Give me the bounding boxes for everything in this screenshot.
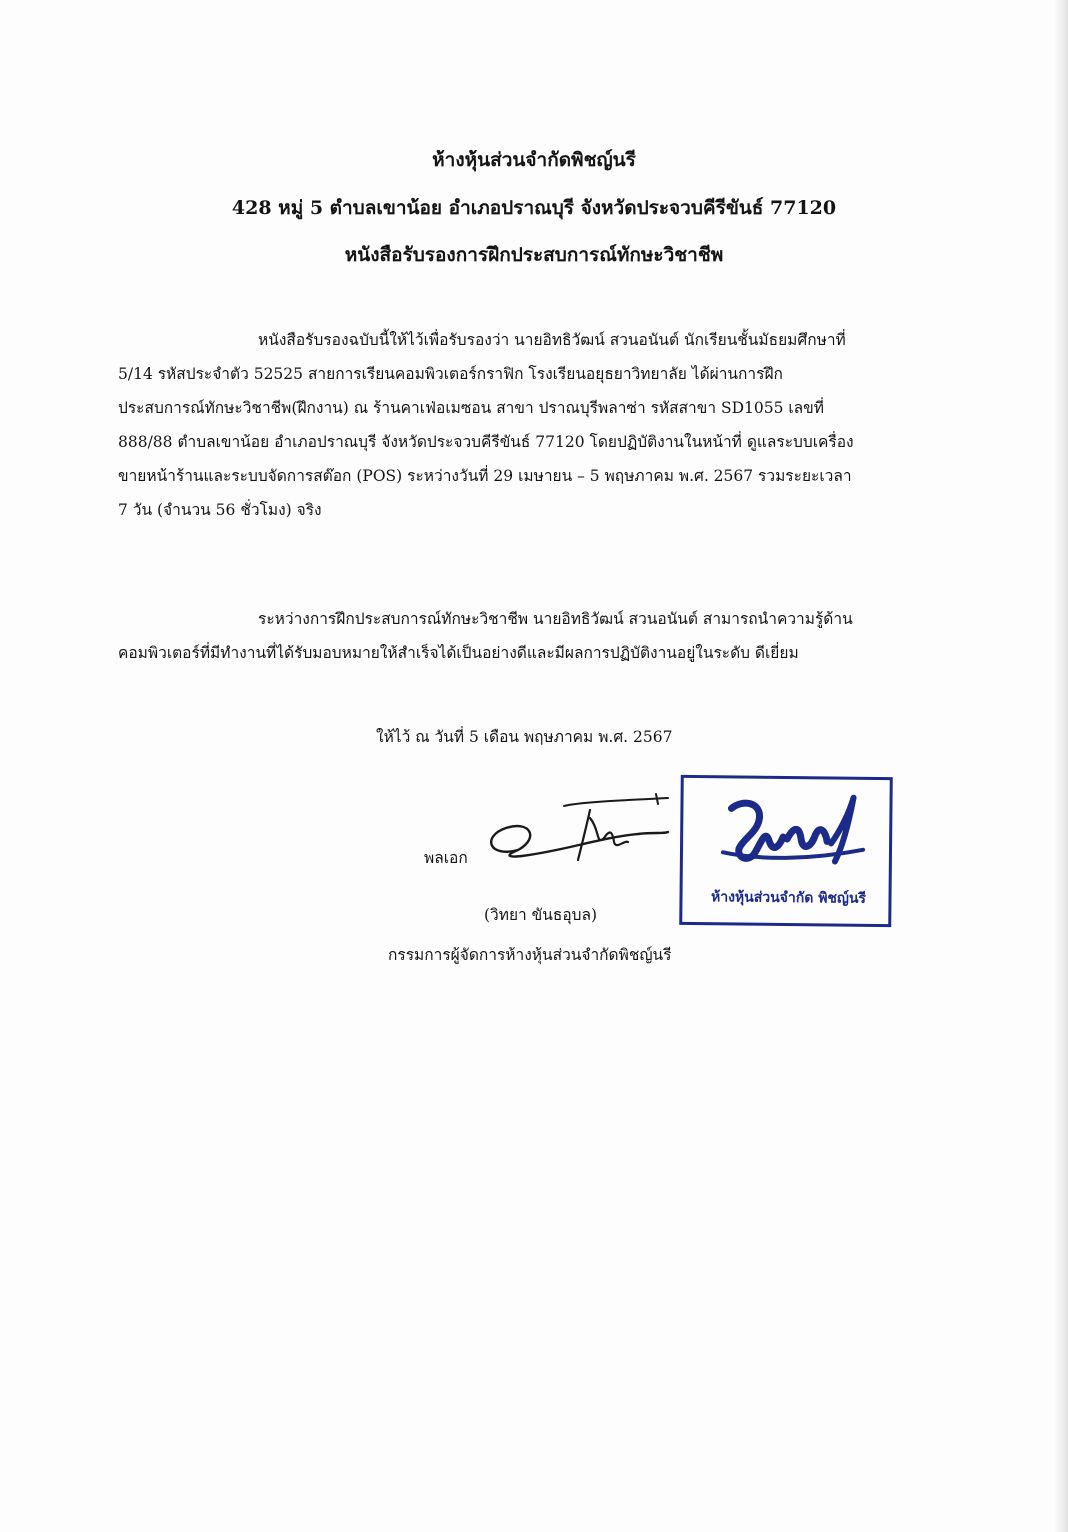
stamp-text: ห้างหุ้นส่วนจำกัด พิชญ์นรี	[710, 889, 867, 907]
signer-rank: พลเอก	[424, 849, 468, 867]
document-title-heading: หนังสือรับรองการฝึกประสบการณ์ทักษะวิชาชีพ	[344, 244, 724, 266]
company-stamp	[679, 775, 893, 927]
signer-position: กรรมการผู้จัดการห้างหุ้นส่วนจำกัดพิชญ์นรี	[388, 946, 672, 964]
page-edge-shadow	[1054, 0, 1068, 1532]
performance-paragraph	[118, 602, 978, 670]
paragraph-line: 888/88 ตำบลเขาน้อย อำเภอปราณบุรี จังหวัดประจวบคีรีขันธ์ 77120 โดยปฏิบัติงานในหน้าที่ ดูแลระบบเครื่อง	[118, 433, 854, 451]
paragraph-line: ระหว่างการฝึกประสบการณ์ทักษะวิชาชีพ นายอิทธิวัฒน์ สวนอนันต์ สามารถนำความรู้ด้าน	[258, 610, 853, 628]
signer-name: (วิทยา ขันธอุบล)	[484, 906, 598, 924]
certification-paragraph	[118, 323, 978, 527]
company-address-heading: 428 หมู่ 5 ตำบลเขาน้อย อำเภอปราณบุรี จังหวัดประจวบคีรีขันธ์ 77120	[231, 197, 837, 219]
stamp-signature-mark	[703, 788, 874, 880]
paragraph-line: 5/14 รหัสประจำตัว 52525 สายการเรียนคอมพิวเตอร์กราฟิก โรงเรียนอยุธยาวิทยาลัย ได้ผ่านการฝึก	[118, 365, 783, 383]
paragraph-line: คอมพิวเตอร์ที่มีทำงานที่ได้รับมอบหมายให้สำเร็จได้เป็นอย่างดีและมีผลการปฏิบัติงานอยู่ในระดับ ดีเยี่ยม	[118, 644, 799, 662]
handwritten-signature	[478, 788, 678, 878]
paragraph-line: ขายหน้าร้านและระบบจัดการสต๊อก (POS) ระหว่างวันที่ 29 เมษายน – 5 พฤษภาคม พ.ศ. 2567 รวมระยะเวลา	[118, 467, 852, 485]
given-date: ให้ไว้ ณ วันที่ 5 เดือน พฤษภาคม พ.ศ. 2567	[376, 728, 673, 746]
company-name-heading: ห้างหุ้นส่วนจำกัดพิชญ์นรี	[432, 149, 636, 171]
paragraph-line: หนังสือรับรองฉบับนี้ให้ไว้เพื่อรับรองว่า นายอิทธิวัฒน์ สวนอนันต์ นักเรียนชั้นมัธยมศึกษาที่	[258, 331, 846, 349]
paragraph-line: ประสบการณ์ทักษะวิชาชีพ(ฝึกงาน) ณ ร้านคาเฟ่อเมซอน สาขา ปราณบุรีพลาซ่า รหัสสาขา SD1055 เลขที่	[118, 399, 824, 417]
paragraph-line: 7 วัน (จำนวน 56 ชั่วโมง) จริง	[118, 501, 322, 519]
